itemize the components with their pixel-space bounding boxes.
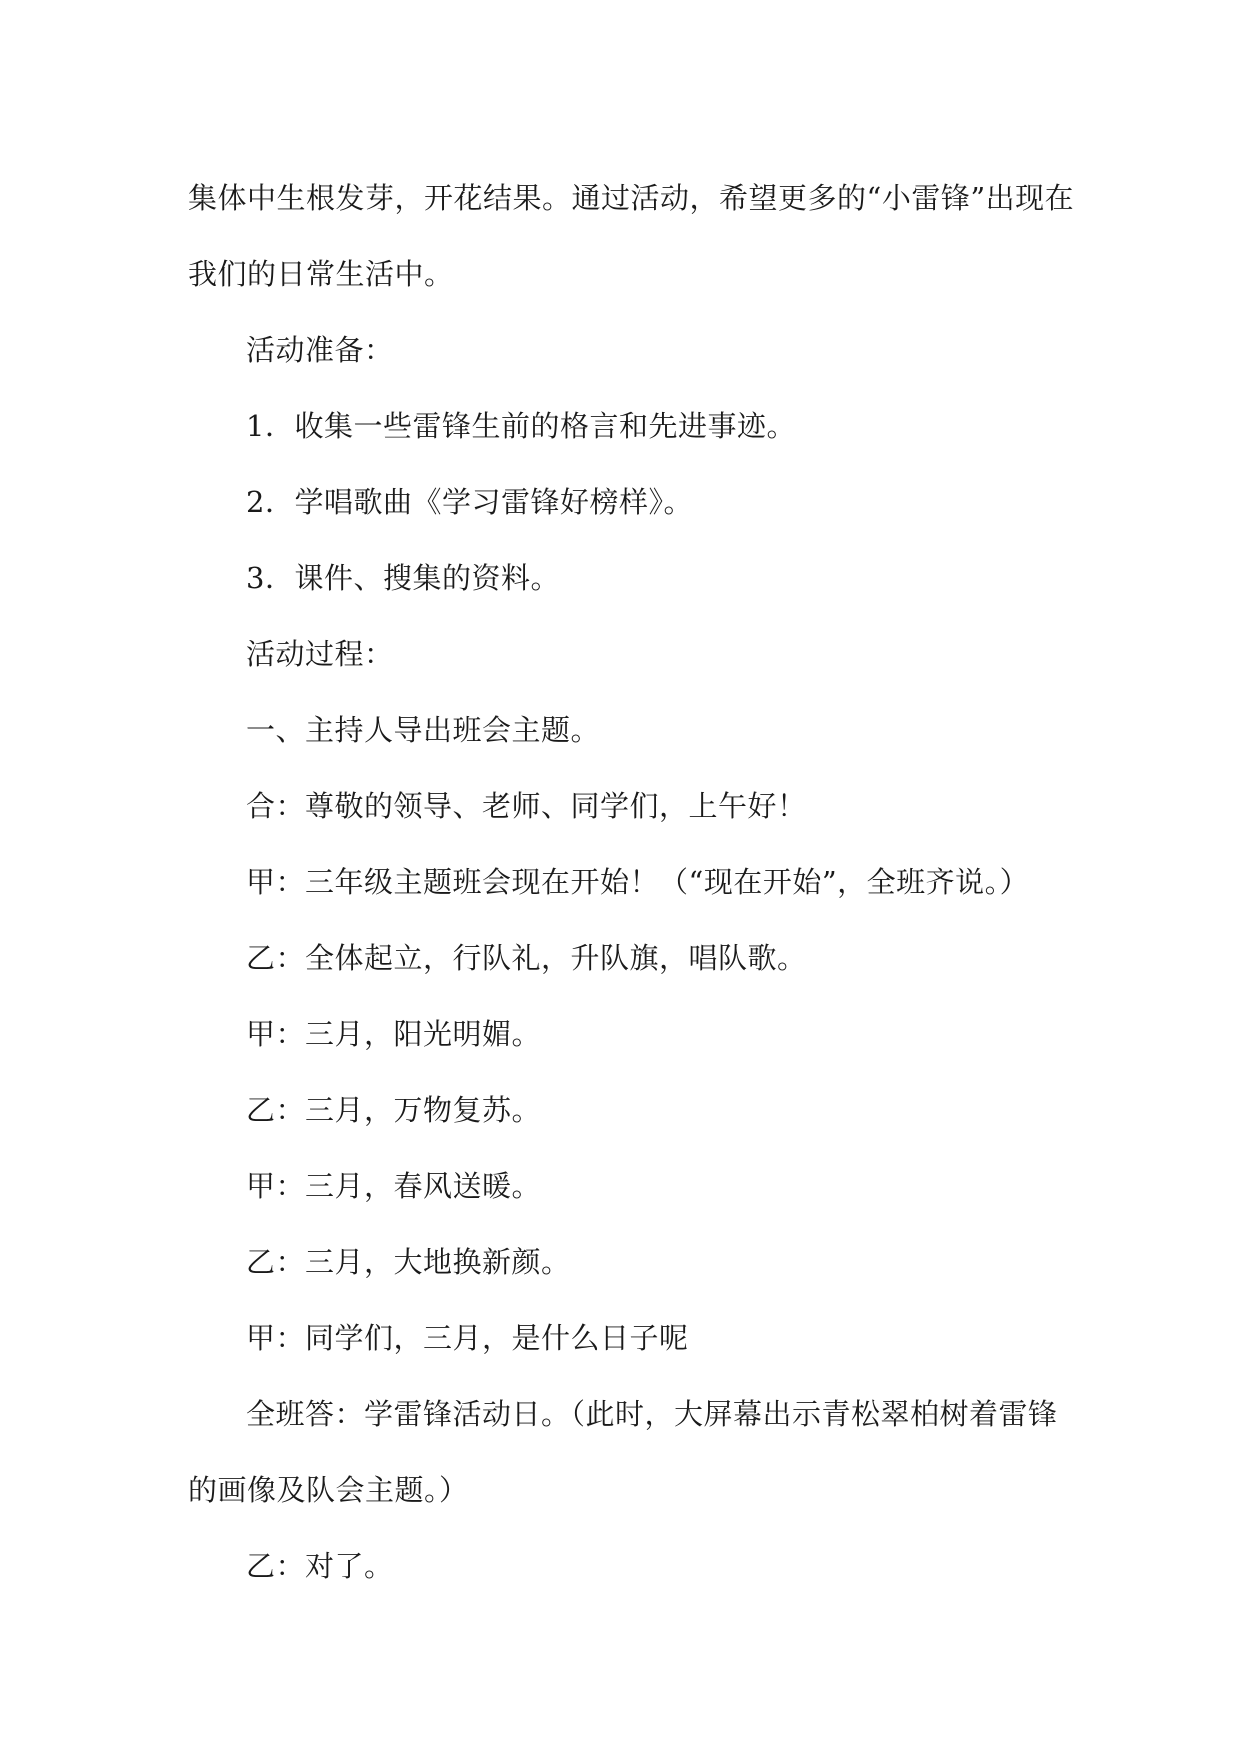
list-item: 3．课件、搜集的资料。 [246, 561, 560, 595]
dialogue-line-continuation: 的画像及队会主题。） [188, 1473, 469, 1507]
list-item: 1．收集一些雷锋生前的格言和先进事迹。 [246, 409, 796, 443]
section-heading-process: 活动过程： [246, 637, 394, 671]
paragraph-line: 集体中生根发芽，开花结果。通过活动，希望更多的“小雷锋”出现在 [188, 181, 1075, 215]
document-body [188, 160, 1075, 1604]
step-heading: 一、主持人导出班会主题。 [246, 713, 601, 747]
dialogue-line: 乙：对了。 [246, 1549, 394, 1583]
dialogue-line: 甲：三月，阳光明媚。 [246, 1017, 542, 1051]
dialogue-line: 乙：三月，大地换新颜。 [246, 1245, 571, 1279]
dialogue-line: 甲：同学们，三月，是什么日子呢 [246, 1321, 689, 1355]
dialogue-line: 全班答：学雷锋活动日。（此时，大屏幕出示青松翠柏树着雷锋 [246, 1397, 1058, 1431]
dialogue-line: 合：尊敬的领导、老师、同学们，上午好！ [246, 789, 807, 823]
dialogue-line: 乙：三月，万物复苏。 [246, 1093, 542, 1127]
paragraph-line: 我们的日常生活中。 [188, 257, 454, 291]
list-item: 2．学唱歌曲《学习雷锋好榜样》。 [246, 485, 693, 519]
section-heading-preparation: 活动准备： [246, 333, 394, 367]
dialogue-line: 乙：全体起立，行队礼，升队旗，唱队歌。 [246, 941, 807, 975]
dialogue-line: 甲：三年级主题班会现在开始！（“现在开始”，全班齐说。） [246, 865, 1030, 899]
dialogue-line: 甲：三月，春风送暖。 [246, 1169, 542, 1203]
